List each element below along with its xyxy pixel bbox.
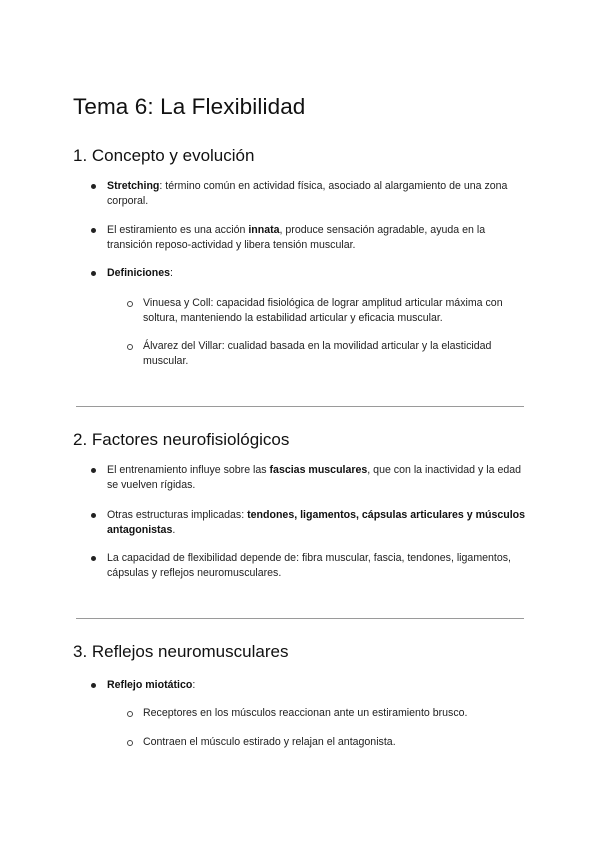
sub-item-alvarez-villar: Álvarez del Villar: cualidad basada en la movilidad articular y la elasticidad muscular. [143, 340, 492, 367]
bullet-icon [91, 468, 96, 473]
section-heading-factores: 2. Factores neurofisiológicos [73, 430, 290, 449]
bullet-icon [91, 271, 96, 276]
bullet-icon [91, 513, 96, 518]
list-item-stretching: Stretching: término común en actividad física, asociado al alargamiento de una zona corporal. [107, 180, 508, 207]
bullet-icon [91, 184, 96, 189]
section-divider [76, 618, 524, 619]
section-divider [76, 406, 524, 407]
sub-bullet-icon [127, 740, 133, 746]
bullet-icon [91, 556, 96, 561]
bullet-icon [91, 683, 96, 688]
sub-bullet-icon [127, 344, 133, 350]
list-item-estructuras: Otras estructuras implicadas: tendones, ligamentos, cápsulas articulares y músculos antagonistas. [107, 509, 526, 536]
sub-bullet-icon [127, 301, 133, 307]
page-title: Tema 6: La Flexibilidad [73, 94, 306, 119]
list-item-estiramiento: El estiramiento es una acción innata, produce sensación agradable, ayuda en la transición reposo-actividad y libera tensión muscular. [107, 224, 486, 251]
sub-bullet-icon [127, 711, 133, 717]
list-item-definiciones: Definiciones: [107, 267, 173, 279]
list-item-reflejo-miotatico: Reflejo miotático: [107, 679, 196, 691]
list-item-capacidad: La capacidad de flexibilidad depende de: fibra muscular, fascia, tendones, ligamentos, cápsulas y reflejos neuromusculares. [107, 552, 512, 579]
section-heading-reflejos: 3. Reflejos neuromusculares [73, 642, 289, 661]
bullet-icon [91, 228, 96, 233]
sub-item-contraen: Contraen el músculo estirado y relajan el antagonista. [143, 736, 396, 748]
sub-item-receptores: Receptores en los músculos reaccionan ante un estiramiento brusco. [143, 707, 468, 719]
sub-item-vinuesa-coll: Vinuesa y Coll: capacidad fisiológica de lograr amplitud articular máxima con soltura, manteniendo la estabilidad articular y eficacia muscular. [143, 297, 503, 324]
section-heading-concepto: 1. Concepto y evolución [73, 146, 255, 165]
list-item-entrenamiento: El entrenamiento influye sobre las fascias musculares, que con la inactividad y la edad se vuelven rígidas. [107, 464, 522, 491]
